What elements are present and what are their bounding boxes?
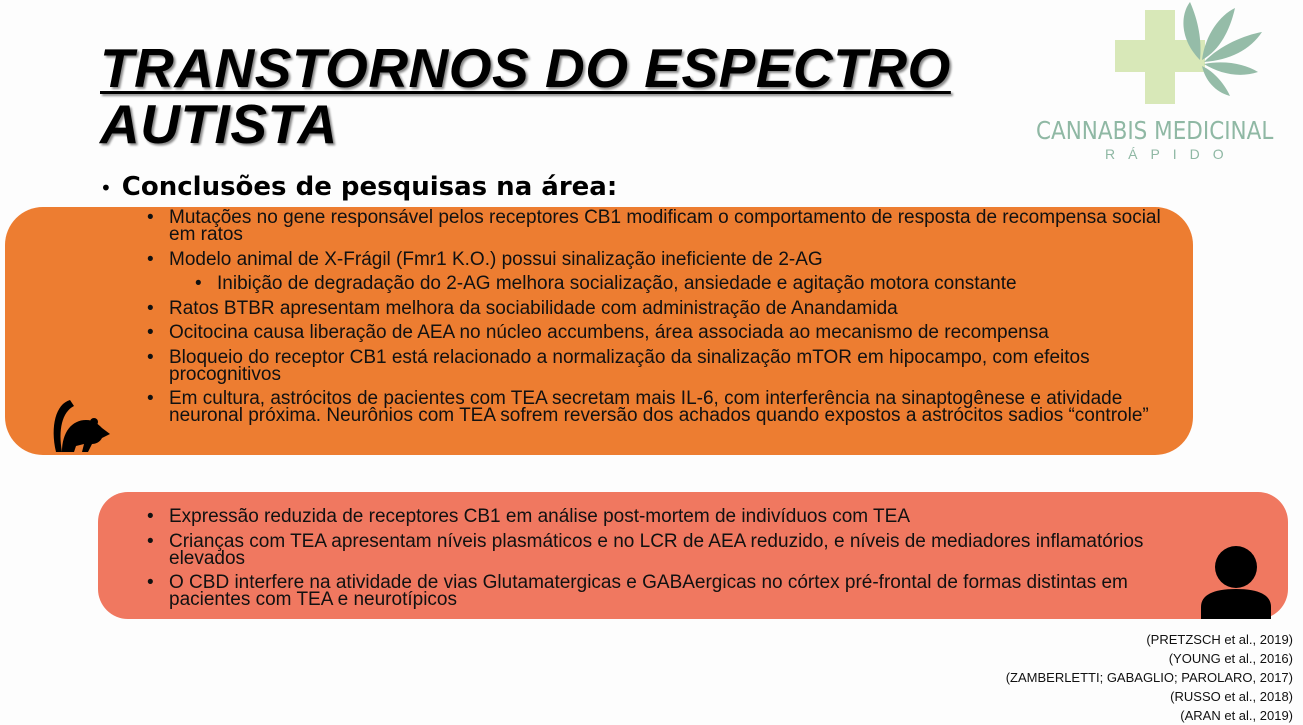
rat-icon xyxy=(48,396,110,454)
reference: (YOUNG et al., 2016) xyxy=(1168,651,1293,666)
list-item: • Expressão reduzida de receptores CB1 em análise post-mortem de indivíduos com TEA xyxy=(147,508,1177,525)
title-line-2: AUTISTA xyxy=(100,93,338,155)
human-findings-list xyxy=(147,508,1177,616)
slide-title xyxy=(100,37,951,155)
logo-tagline: RÁPIDO xyxy=(1105,146,1237,162)
list-item: • Modelo animal de X-Frágil (Fmr1 K.O.) possui sinalização ineficiente de 2-AG xyxy=(147,251,1177,268)
reference: (RUSSO et al., 2018) xyxy=(1170,689,1293,704)
references xyxy=(1006,630,1293,725)
list-item: • Crianças com TEA apresentam níveis plasmáticos e no LCR de AEA reduzido, e níveis de mediadores inflamatórios elevados xyxy=(147,533,1177,567)
logo-name: CANNABIS MEDICINAL xyxy=(1036,116,1274,145)
section-heading-text: Conclusões de pesquisas na área: xyxy=(121,172,618,202)
section-heading: • Conclusões de pesquisas na área: xyxy=(100,172,618,202)
animal-findings-list xyxy=(147,209,1177,432)
list-item: • Bloqueio do receptor CB1 está relacionado a normalização da sinalização mTOR em hipocampo, com efeitos procognitivos xyxy=(147,349,1177,383)
title-line-1: TRANSTORNOS DO ESPECTRO xyxy=(100,37,951,99)
person-icon xyxy=(1199,545,1273,619)
list-item: • Ocitocina causa liberação de AEA no núcleo accumbens, área associada ao mecanismo de recompensa xyxy=(147,324,1177,341)
reference: (PRETZSCH et al., 2019) xyxy=(1146,632,1293,647)
list-item: • O CBD interfere na atividade de vias Glutamatergicas e GABAergicas no córtex pré-frontal de formas distintas em pacientes com TEA e neurotípicos xyxy=(147,574,1177,608)
list-item: • Mutações no gene responsável pelos receptores CB1 modificam o comportamento de resposta de recompensa social em ratos xyxy=(147,209,1177,243)
list-item: • Em cultura, astrócitos de pacientes com TEA secretam mais IL-6, com interferência na sinaptogênese e atividade neuronal próxima. Neurônios com TEA sofrem reversão dos achados quando expostos a astrócitos sadios “controle” xyxy=(147,390,1177,424)
reference: (ZAMBERLETTI; GABAGLIO; PAROLARO, 2017) xyxy=(1005,670,1293,685)
list-subitem: • Inibição de degradação do 2-AG melhora socialização, ansiedade e agitação motora constante xyxy=(195,275,1177,292)
list-item: • Ratos BTBR apresentam melhora da sociabilidade com administração de Anandamida xyxy=(147,300,1177,317)
reference: (ARAN et al., 2019) xyxy=(1180,708,1293,723)
